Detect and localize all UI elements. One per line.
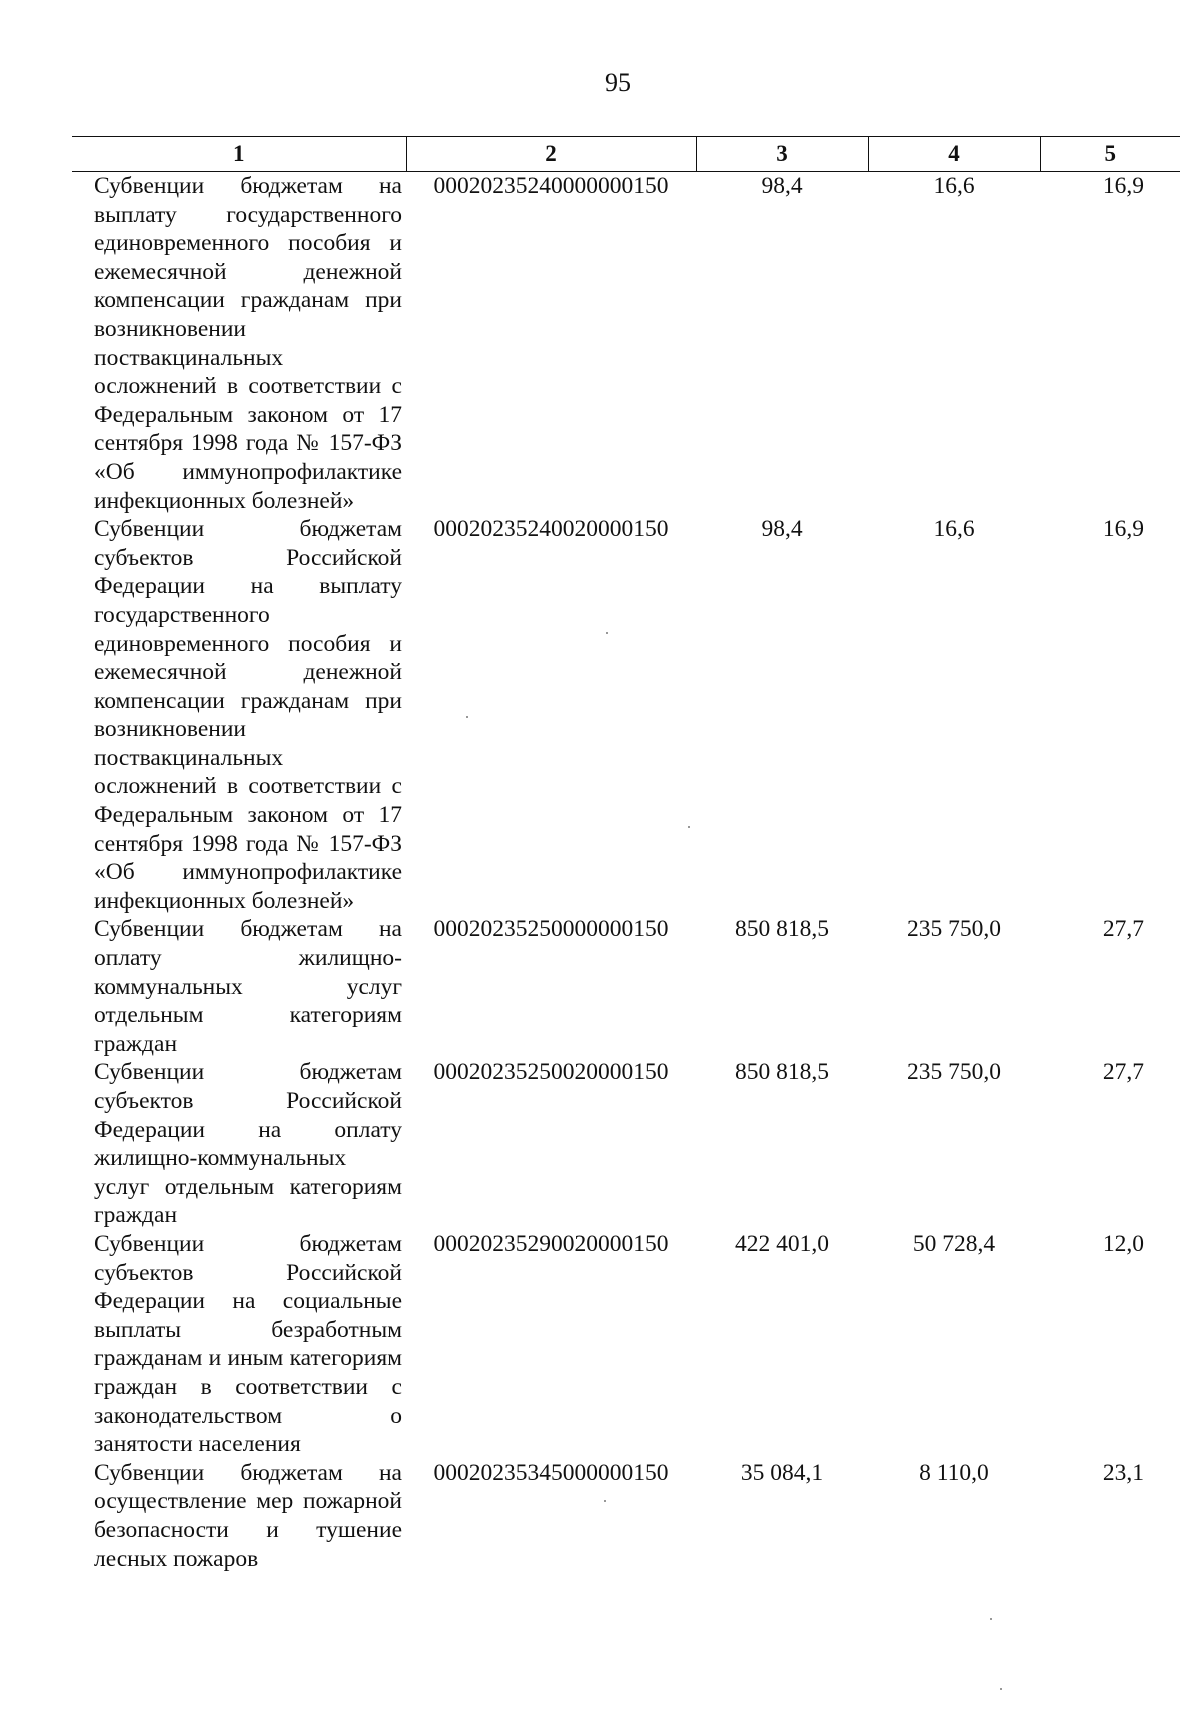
row-col4-value: 235 750,0 [907,1059,1001,1086]
header-col-3: 3 [696,137,868,172]
row-col3-value: 98,4 [761,516,803,543]
row-col4-value: 16,6 [933,516,975,543]
row-col4-value: 8 110,0 [919,1459,989,1486]
row-name: Субвенции бюджетам на выплату государственного единовременного пособия и ежемесячной денежной компенсации гражданам при возникновении поствакцинальных осложнений в соответствии с Федеральным законом от 17 сентября 1998 года № 157-ФЗ «Об иммунопрофилактике инфекционных болезней» [94,173,402,514]
row-col3-value: 98,4 [761,173,803,199]
scan-speck [990,1618,992,1620]
scan-speck [466,716,468,718]
row-name: Субвенции бюджетам субъектов Российской Федерации на выплату государственного единовременного пособия и ежемесячной денежной компенсации гражданам при возникновении поствакцинальных осложнений в соответствии с Федеральным законом от 17 сентября 1998 года № 157-ФЗ «Об иммунопрофилактике инфекционных болезней» [94,516,402,914]
table-row [72,515,1180,915]
row-code: 00020235240020000150 [433,516,669,543]
row-code: 00020235250020000150 [433,1059,669,1086]
row-col3-value: 850 818,5 [735,1059,829,1086]
row-name: Субвенции бюджетам субъектов Российской Федерации на оплату жилищно-коммунальных услуг отдельным категориям граждан [94,1059,402,1229]
row-col5-value: 27,7 [1102,1059,1144,1086]
table-header [72,137,1180,172]
row-col5-value: 23,1 [1102,1459,1144,1486]
table-row [72,172,1180,516]
row-col5-value: 16,9 [1102,173,1144,199]
row-col4-value: 235 750,0 [907,916,1001,943]
row-name: Субвенции бюджетам на оплату жилищно-коммунальных услуг отдельным категориям граждан [94,916,402,1057]
row-code: 00020235250000000150 [433,916,669,943]
row-col5-value: 16,9 [1102,516,1144,543]
header-col-5: 5 [1040,137,1180,172]
row-col3-value: 35 084,1 [740,1459,824,1486]
scan-speck [604,1500,606,1502]
scan-speck [688,826,690,828]
table-row [72,1230,1180,1459]
row-col4-value: 16,6 [933,173,975,199]
header-col-2: 2 [406,137,696,172]
row-name: Субвенции бюджетам субъектов Российской Федерации на социальные выплаты безработным гражданам и иным категориям граждан в соответствии с законодательством о занятости населения [94,1230,402,1458]
header-col-4: 4 [868,137,1040,172]
table-body [72,172,1180,1574]
row-name: Субвенции бюджетам на осуществление мер пожарной безопасности и тушение лесных пожаров [94,1459,402,1572]
header-col-1: 1 [72,137,406,172]
row-col3-value: 422 401,0 [735,1230,829,1257]
header-row [72,137,1180,172]
row-col3-value: 850 818,5 [735,916,829,943]
table-row [72,1459,1180,1573]
scan-speck [1000,1688,1002,1690]
row-col5-value: 12,0 [1102,1230,1144,1257]
row-col5-value: 27,7 [1102,916,1144,943]
table-row [72,915,1180,1058]
scan-speck [606,632,608,634]
budget-table [72,136,1180,1573]
row-code: 00020235240000000150 [433,173,669,199]
row-code: 00020235290020000150 [433,1230,669,1257]
page-number: 95 [605,68,631,97]
table-row [72,1058,1180,1230]
row-col4-value: 50 728,4 [912,1230,996,1257]
row-code: 00020235345000000150 [433,1459,669,1486]
